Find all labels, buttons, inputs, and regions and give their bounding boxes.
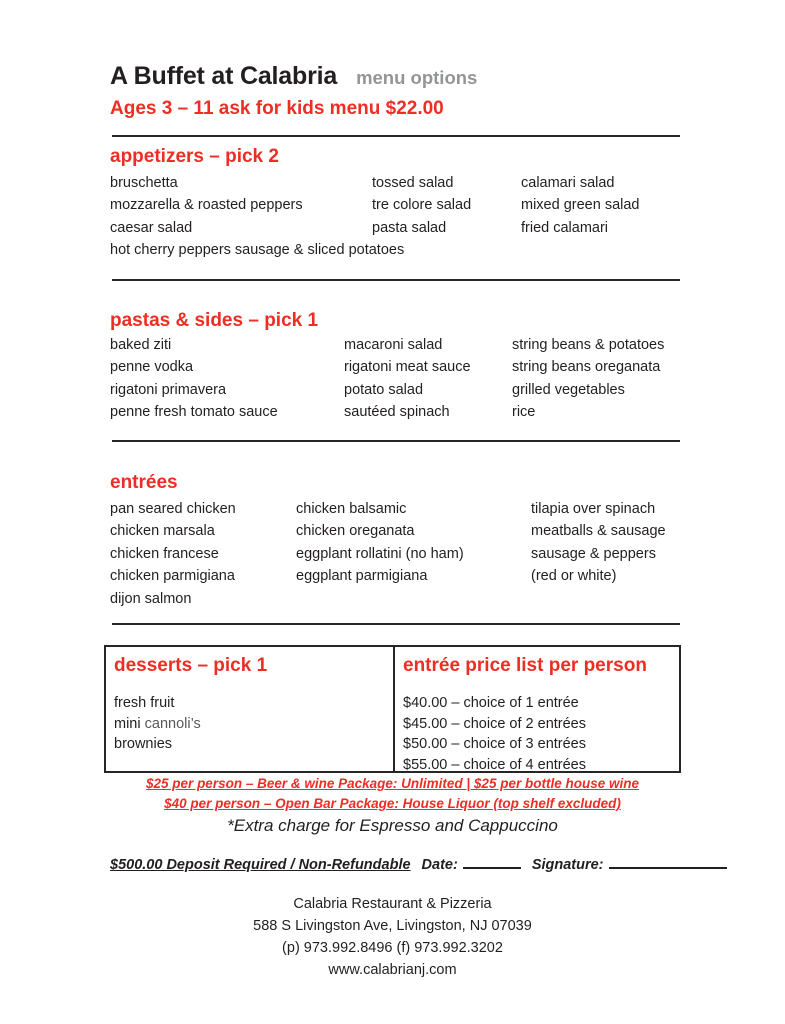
section-heading-price-list: entrée price list per person (403, 655, 647, 676)
menu-item: hot cherry peppers sausage & sliced potatoes (110, 242, 405, 259)
menu-item: (red or white) (531, 568, 617, 585)
extra-charge-note: *Extra charge for Espresso and Cappuccino (227, 816, 558, 835)
page-subtitle: menu options (356, 67, 478, 88)
entrees-column-2 (296, 498, 464, 588)
pastas-column-3 (512, 334, 664, 424)
menu-item: mozzarella & roasted peppers (110, 197, 303, 214)
menu-item: sautéed spinach (344, 404, 450, 421)
entrees-column-1 (110, 498, 236, 610)
desserts-price-box (104, 645, 681, 773)
menu-item: rice (512, 404, 536, 421)
page-header (110, 62, 477, 91)
divider-after-entrees (112, 623, 680, 625)
date-label: Date: (421, 857, 458, 873)
menu-item: chicken balsamic (296, 501, 407, 517)
menu-item: eggplant rollatini (no ham) (296, 545, 464, 562)
divider-after-pastas (112, 440, 680, 442)
menu-item: mixed green salad (521, 197, 640, 214)
price-row: $45.00 – choice of 2 entrées (403, 715, 586, 732)
menu-item: pan seared chicken (110, 501, 236, 517)
open-bar-package-note: $40 per person – Open Bar Package: House Liquor (top shelf excluded) (164, 796, 621, 811)
appetizers-column-1 (110, 172, 404, 262)
menu-item: string beans & potatoes (512, 337, 665, 353)
pastas-column-1 (110, 334, 278, 424)
divider-after-appetizers (112, 279, 680, 281)
menu-item: sausage & peppers (531, 545, 656, 562)
menu-item: rigatoni primavera (110, 381, 227, 398)
menu-item: tilapia over spinach (531, 501, 656, 517)
restaurant-website[interactable]: www.calabrianj.com (328, 962, 457, 978)
menu-item: brownies (114, 736, 173, 752)
deposit-text: $500.00 Deposit Required / Non-Refundable (110, 857, 411, 873)
menu-item: string beans oreganata (512, 359, 661, 376)
section-heading-desserts: desserts – pick 1 (114, 655, 268, 676)
section-heading-appetizers: appetizers – pick 2 (110, 146, 279, 167)
price-row: $50.00 – choice of 3 entrées (403, 736, 586, 752)
cannoli-prefix: mini (114, 715, 145, 732)
section-heading-entrees: entrées (110, 472, 178, 493)
menu-item: eggplant parmigiana (296, 568, 428, 585)
box-vertical-divider (393, 647, 395, 771)
restaurant-street: 588 S Livingston Ave, Livingston, NJ 07039 (253, 918, 532, 934)
menu-item: penne fresh tomato sauce (110, 404, 278, 421)
menu-item: dijon salmon (110, 590, 192, 607)
signature-label: Signature: (531, 857, 604, 873)
divider-top (112, 135, 680, 137)
menu-item: chicken oreganata (296, 523, 415, 540)
price-row: $55.00 – choice of 4 entrées (403, 756, 586, 773)
menu-item: macaroni salad (344, 337, 443, 353)
menu-item: meatballs & sausage (531, 523, 666, 540)
menu-item: baked ziti (110, 337, 172, 353)
deposit-signature-row (110, 857, 727, 873)
menu-item: bruschetta (110, 175, 178, 191)
menu-item: tossed salad (372, 175, 454, 191)
price-list (403, 693, 586, 775)
page-title: A Buffet at Calabria (110, 62, 338, 90)
desserts-list (114, 693, 201, 755)
menu-item: calamari salad (521, 175, 615, 191)
restaurant-name: Calabria Restaurant & Pizzeria (293, 896, 492, 912)
cannoli-word: cannoli’s (144, 715, 201, 732)
appetizers-column-2 (372, 172, 471, 239)
menu-item: chicken parmigiana (110, 568, 235, 585)
date-field[interactable] (463, 866, 521, 869)
menu-item: chicken francese (110, 545, 219, 562)
menu-item: pasta salad (372, 219, 447, 236)
pastas-column-2 (344, 334, 471, 424)
menu-item: tre colore salad (372, 197, 472, 214)
kids-menu-note: Ages 3 – 11 ask for kids menu $22.00 (110, 98, 444, 119)
signature-field[interactable] (609, 866, 727, 869)
menu-item: fried calamari (521, 219, 609, 236)
menu-item: potato salad (344, 381, 424, 398)
entrees-column-3 (531, 498, 666, 588)
menu-item: penne vodka (110, 359, 194, 376)
appetizers-column-3 (521, 172, 640, 239)
menu-item: fresh fruit (114, 695, 175, 711)
menu-item: grilled vegetables (512, 381, 625, 398)
section-heading-pastas-sides: pastas & sides – pick 1 (110, 310, 319, 331)
menu-item (114, 714, 201, 735)
menu-item: rigatoni meat sauce (344, 359, 471, 376)
beer-wine-package-note: $25 per person – Beer & wine Package: Unlimited | $25 per bottle house wine (146, 776, 639, 791)
restaurant-phone: (p) 973.992.8496 (f) 973.992.3202 (282, 940, 503, 956)
price-row: $40.00 – choice of 1 entrée (403, 695, 579, 711)
menu-item: caesar salad (110, 219, 193, 236)
menu-item: chicken marsala (110, 523, 215, 540)
restaurant-address-block (0, 893, 785, 981)
